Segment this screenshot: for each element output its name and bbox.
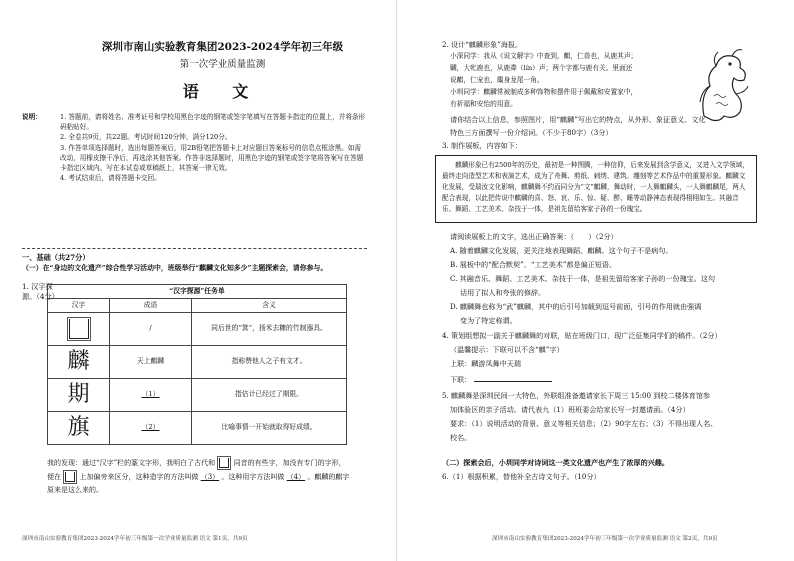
table-header: 含义 (192, 299, 347, 313)
meaning-cell: 比喻事情一开始就取得好成绩。 (192, 412, 347, 445)
question-2: 2. 设计“麒麟形象”海报。 (442, 40, 523, 49)
subject-title: 语 文 (182, 82, 263, 101)
option-d[interactable]: D. 麒麟舞也称为“武”麒麟，其中的后引号加载到逗号前面，引号的作用就由强调 (450, 302, 702, 311)
question-5: 5. 麒麟舞是深圳民间一大特色，外联组准备邀请家长下周三 15:00 到校二楼体育馆参 (442, 391, 711, 400)
instruction-item: 2. 全卷共9页，共22题。考试时间120分钟，满分120分。 (60, 133, 232, 142)
meaning-cell: 同后世的“箕”，扬米去糠的竹制器具。 (192, 313, 347, 346)
meaning-cell: 指称赞他人之子有文才。 (192, 346, 347, 379)
couplet-lower-blank[interactable] (474, 373, 552, 382)
footer-left: 深圳市南山实验教育集团2023-2024学年初三年级第一次学业质量监测 语文 第1页，共9页 (22, 536, 248, 542)
section-divider (22, 248, 367, 249)
seal-glyph: 旗 (48, 412, 110, 445)
ji-glyph-icon (63, 470, 77, 484)
idiom-blank[interactable]: （1） (110, 379, 192, 412)
instruction-item: 1. 答题前，请将姓名、准考证号和学校用黑色字迹的钢笔或签字笔填写在答题卡指定的位置上，并将条形码粘贴好。 (60, 113, 366, 132)
ji-glyph-icon (67, 317, 91, 341)
table-header: 成语 (110, 299, 192, 313)
instruction-item: 3. 作答单项选择题时，选出每题答案后，用2B铅笔把答题卡上对应题目答案标号的信息点框涂黑。如需改动，用橡皮擦干净后，再选涂其他答案。作答非选择题时，用黑色字迹的钢笔或签字笔将答案写在答题卡指定区域内。写在本试卷或草稿纸上，其答案一律无效。 (60, 143, 364, 173)
idiom-blank[interactable]: （2） (110, 412, 192, 445)
question-6: 6.（1）根据积累，替他补全古诗文句子。（10分） (442, 472, 601, 481)
qilin-illustration (694, 46, 752, 126)
instructions-label: 说明： (22, 113, 42, 121)
table-caption: “汉字探源”任务单 (48, 285, 347, 299)
table-row (48, 346, 347, 379)
exam-subtitle: 第一次学业质量监测 (179, 59, 266, 70)
ji-glyph-icon (217, 456, 231, 470)
option-a[interactable]: A. 随着麒麟文化发展，更关注地表现舞蹈、麒麟。这个句子不是病句。 (450, 246, 673, 255)
exhibit-board: 麒麟形象已有2500年的历史，最初是一种图腾，一种信仰，后来发展到含学意义，又进入文学领域，最终走向造型艺术和表演艺术，成为了舟舞、剪纸、刺绣、建筑、雕刻等艺术作品中的重要形象。麒麟文化发展，受瑞汝文化影响，麒麟舞不约而同分为“文”麒麟，舞动时，一人舞麒麟头，一人舞麒麟尾，两人配合表现，以此把传说中麒麟的喜、怒、哀、乐、惊、疑、醉、睡等动静神态表现得栩栩如生。其融音乐、舞蹈、工艺美术、杂技于一体，是祖先留给客家子孙的一份瑰宝。 (435, 155, 757, 223)
meaning-cell: 指估计已经过了期限。 (192, 379, 347, 412)
seal-glyph: 期 (48, 379, 110, 412)
question-4: 4. 策划组想拟一副关于麒麟舞的对联，贴在班级门口，现广泛征集同学们的稿件。（2分） (442, 331, 722, 340)
page-right: 2. 设计“麒麟形象”海报。 小深同学：我从《说文解字》中查到，麒，仁兽也，从鹿其声； 麟，大牝鹿也，从鹿粦（lín）声；两个字都与鹿有关。里面还 说麒，仁宠也，麋身龙尾一角。 小圳同学：麒麟常被制成多种饰物和摆件用于佩戴和安置家中， 有祈福和安怡的用意。 请你结合以上信息，参照图片，用“麒麟”写出它的特点，从外形、象征意义、文化 特色三方面撰写一份介绍词。（不少于80字）（3分） 3. 制作展板，内容如下： 麒麟形象已有2500年的历史，最初是一种图腾，一种信仰，后来发展到含学意义，又进入文学领域，最终走向造型艺术和表演艺术，成为了舟舞、剪纸、刺绣、建筑、雕刻等艺术作品中的重要形象。麒麟文化发展，受瑞汝文化影响，麒麟舞不约而同分为“文”麒麟，舞动时，一人舞麒麟头，一人舞麒麟尾，两人配合表现，以此把传说中麒麟的喜、怒、哀、乐、惊、疑、醉、睡等动静神态表现得栩栩如生。其融音乐、舞蹈、工艺美术、杂技于一体，是祖先留给客家子孙的一份瑰宝。 请阅读展板上的文字，选出正确答案：（ ）（2分） A. 随着麒麟文化发展，更关注地表现舞蹈、麒麟。这个句子不是病句。 B. 展板中的“配合默契”、“工艺美术”都是偏正短语。 C. 其融音乐、舞蹈、工艺美术、杂技于一体，是祖先留给客家子孙的一份瑰宝。这句 话用了拟人和夸张的修辞。 D. 麒麟舞也称为“武”麒麟，其中的后引号加载到逗号前面，引号的作用就由强调 变为了特定称谓。 4. 策划组想拟一副关于麒麟舞的对联，贴在班级门口，现广泛征集同学们的稿件。（2分） （温馨提示：下联可以不含“麒”字） 上联：麟游凤舞中天瑞 下联： 5. 麒麟舞是深圳民间一大特色，外联组准备邀请家长下周三 15:00 到校二楼体育馆参 加体验区的亲子活动。请代表九（1）班班委会给家长写一封邀请函。（4分） 要求：（1）说明活动的背景、意义等相关信息；（2）90字左右；（3）不得出现人名、 校名。 （二）探索会后，小圳同学对诗词这一类文化遗产也产生了浓厚的兴趣。 6.（1）根据积累，替他补全古诗文句子。（10分） 深圳市南山实验教育集团2023-2024学年初三年级第一次学业质量监测 语文 第2页，共9页 (397, 0, 794, 561)
part2-heading: （二）探索会后，小圳同学对诗词这一类文化遗产也产生了浓厚的兴趣。 (442, 458, 669, 467)
option-c[interactable]: C. 其融音乐、舞蹈、工艺美术、杂技于一体，是祖先留给客家子孙的一份瑰宝。这句 (450, 274, 716, 283)
finding-paragraph: 我的发现：通过“汉字”栏的篆文字形，我明白了古代和 同音的有些字，加没有专门的字形，便在 上加偏旁来区分，这种造字的方法叫做 （3） 。这种用字方法叫做 （4） 。麒麟的麒字原来是这么来的。 (47, 456, 352, 496)
idiom-cell: 天上麒麟 (110, 346, 192, 379)
table-header: 汉字 (48, 299, 110, 313)
blank-4[interactable]: （4） (286, 473, 306, 481)
option-b[interactable]: B. 展板中的“配合默契”、“工艺美术”都是偏正短语。 (450, 260, 617, 269)
task-table (47, 284, 347, 445)
table-row (48, 379, 347, 412)
question-3: 3. 制作展板，内容如下： (442, 141, 522, 150)
couplet-lower-label: 下联： (450, 375, 472, 384)
part1-heading: 一、基础（共27分） (22, 253, 90, 262)
exam-title: 深圳市南山实验教育集团2023-2024学年初三年级 (101, 41, 344, 53)
part1-intro: （一）在“身边的文化遗产”综合性学习活动中，班级举行“麒麟文化知多少”主题探索会，请你参与。 (22, 264, 328, 272)
table-row (48, 412, 347, 445)
instructions (22, 112, 367, 184)
footer-right: 深圳市南山实验教育集团2023-2024学年初三年级第一次学业质量监测 语文 第2页，共9页 (492, 536, 718, 542)
couplet-upper: 上联：麟游凤舞中天瑞 (450, 359, 521, 368)
instruction-item: 4. 考试结束后，请将答题卡交回。 (60, 174, 161, 183)
question-1: 1. 汉字探源。（4分） (22, 282, 59, 302)
idiom-cell: / (110, 313, 192, 346)
seal-glyph: 麟 (48, 346, 110, 379)
table-row (48, 313, 347, 346)
blank-3[interactable]: （3） (200, 473, 220, 481)
